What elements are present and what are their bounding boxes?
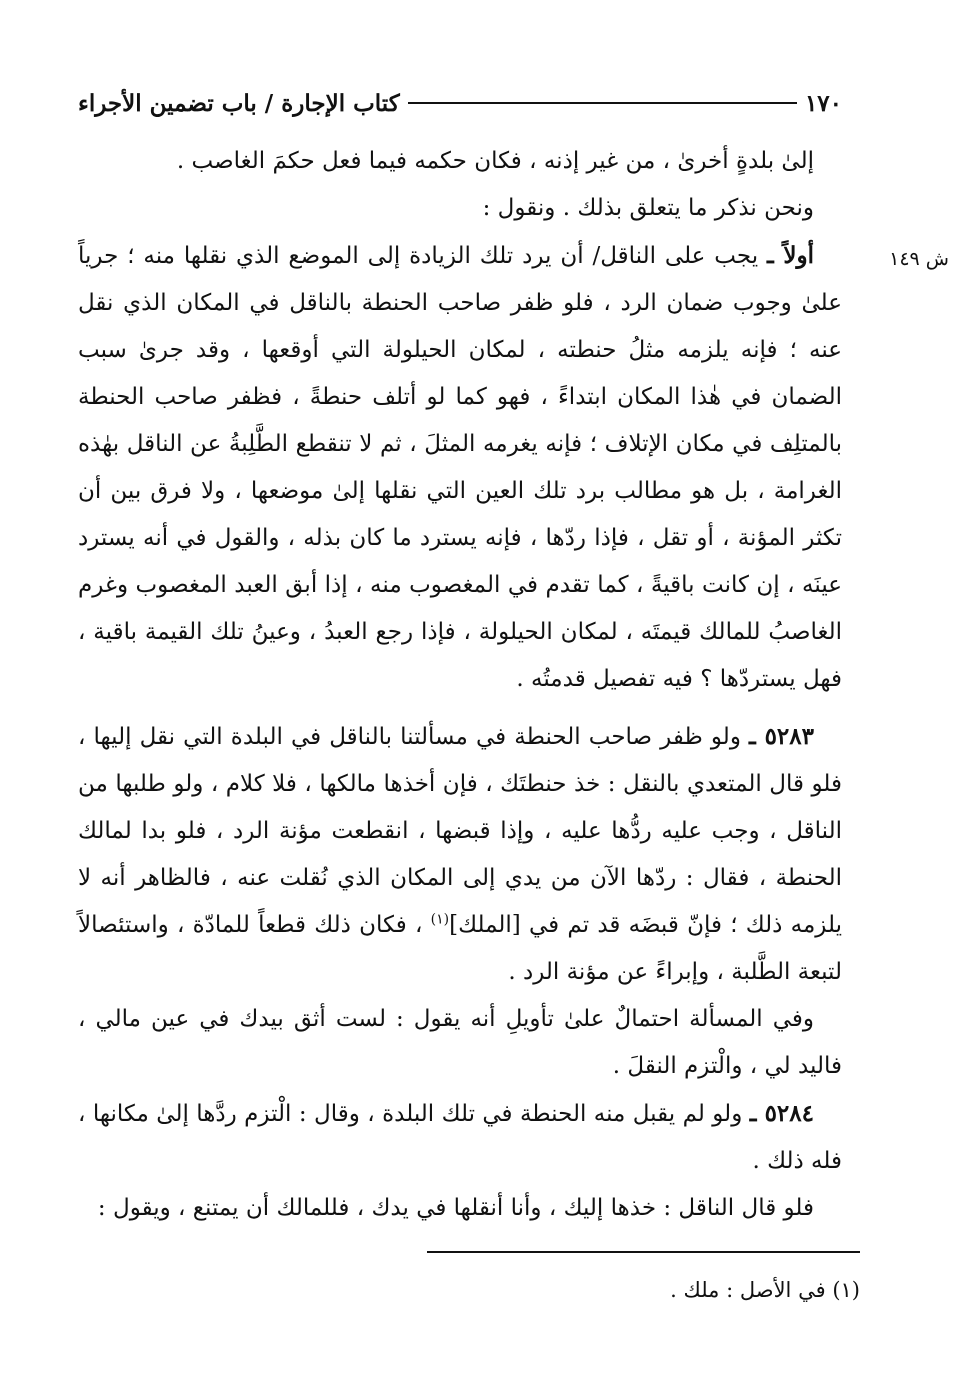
paragraph-5284 [78, 1090, 842, 1185]
paragraph-text: ونحن نذكر ما يتعلق بذلك . ونقول : [482, 195, 814, 221]
footnote-marker: (١) [832, 1278, 860, 1302]
book-title: كتاب الإجارة / باب تضمين الأجراء [78, 89, 400, 117]
paragraph-lead: أولاً ـ [767, 242, 814, 269]
paragraph-text: ولو ظفر صاحب الحنطة في مسألتنا بالناقل في البلدة التي نقل إليها ، فلو قال المتعدي بالنقل : خذ حنطتَك ، فإن أخذها مالكها ، فلا كلام ، ولو طلبها من الناقل ، وجب عليه ردُّها عليه ، وإذا قبضها ، انقطعت مؤنة الرد ، فلو بدا لمالك الحنطة ، فقال : ردّها الآن من يدي إلى المكان الذي نُقلت عنه ، فالظاهر أنه لا يلزمه ذلك ؛ فإنّ قبضَه قد تم في [الملك] [78, 724, 842, 938]
paragraph-number: ٥٢٨٤ ـ [749, 1100, 814, 1127]
paragraph-text: إلىٰ بلدةٍ أخرىٰ ، من غير إذنه ، فكان حكمه فيما فعل حكمَ الغاصب . [176, 148, 814, 174]
paragraph-intro [78, 185, 842, 232]
footnote [400, 1278, 860, 1302]
paragraph-text: يجب على الناقل/ أن يرد تلك الزيادة إلى الموضع الذي نقلها منه ؛ جرياً علىٰ وجوب ضمان الرد ، فلو ظفر صاحب الحنطة بالناقل في المكان الذي نقل عنه ؛ فإنه يلزمه مثلُ حنطته ، لمكان الحيلولة التي أوقعها ، وقد جرىٰ سبب الضمان في هٰذا المكان ابتداءً ، فهو كما لو أتلف حنطةً ، فظفر صاحب الحنطة بالمتلِف في مكان الإتلاف ؛ فإنه يغرمه المثلَ ، ثم لا تنقطع الطَّلِبةُ عن الناقل بهٰذه الغرامة ، بل هو مطالب برد تلك العين التي نقلها إلىٰ موضعها ، ولا فرق بين أن تكثر المؤنة ، أو تقل ، فإذا ردّها ، فإنه يسترد ما كان بذله ، والقول في أنه يسترد عينَه ، إن كانت باقيةً ، كما تقدم في المغصوب منه ، إذا أبق العبد المغصوب وغرم الغاصبُ للمالك قيمتَه ، لمكان الحيلولة ، فإذا رجع العبدُ ، وعينُ تلك القيمة باقية ، فهل يستردّها ؟ فيه تفصيل قدمتُه . [78, 243, 842, 692]
paragraph-text: وفي المسألة احتمالٌ علىٰ تأويلِ أنه يقول : لست أثق بيدك في عين مالي ، فاليد لي ، والْتزم النقلَ . [78, 1006, 842, 1079]
footnote-separator [427, 1251, 860, 1253]
paragraph-number: ٥٢٨٣ ـ [749, 723, 814, 750]
header-rule [408, 102, 797, 104]
paragraph-text-continued: ، فكان ذلك قطعاً للمادّة ، واستئصالاً لتبعة الطَّلبة ، وإبراءً عن مؤنة الرد . [78, 912, 842, 985]
paragraph-first-point [78, 232, 842, 703]
main-text [78, 138, 842, 1232]
footnote-reference: (١) [430, 911, 450, 928]
page-number: ١٧٠ [804, 89, 842, 117]
paragraph-interpretation [78, 996, 842, 1090]
margin-note: ش ١٤٩ [889, 248, 949, 270]
paragraph-final [78, 1185, 842, 1232]
paragraph-text: ولو لم يقبل منه الحنطة في تلك البلدة ، وقال : الْتزم ردَّها إلىٰ مكانها ، فله ذلك . [78, 1101, 842, 1174]
running-head [78, 82, 842, 124]
paragraph-continuation [78, 138, 842, 185]
paragraph-text: فلو قال الناقل : خذها إليك ، وأنا أنقلها في يدك ، فللمالك أن يمتنع ، ويقول : [97, 1195, 814, 1221]
footnote-text: في الأصل : ملك . [670, 1278, 826, 1302]
paragraph-5283 [78, 713, 842, 996]
